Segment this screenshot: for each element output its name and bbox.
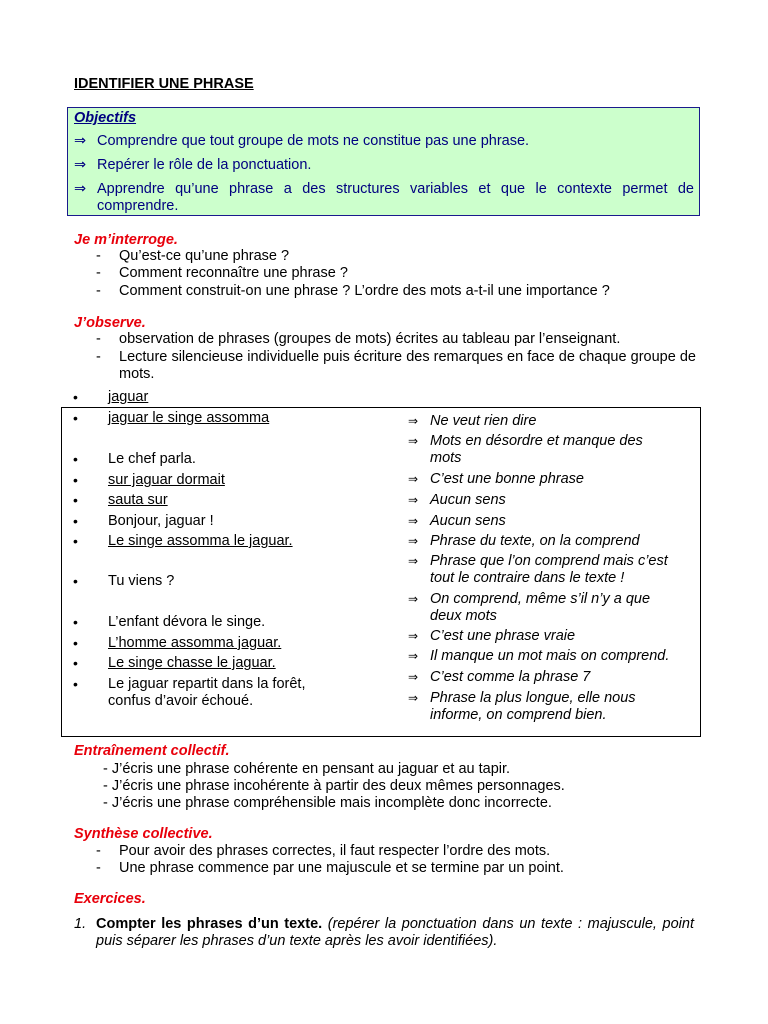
phrase-item: Le singe assomma le jaguar. [108,533,293,549]
phrase-item: Le jaguar repartit dans la forêt, confus d’avoir échoué. [108,676,306,709]
arrow-icon: ⇒ [408,649,419,663]
bullet-icon: • [73,614,78,630]
arrow-icon: ⇒ [408,493,419,507]
list-item: - J’écris une phrase compréhensible mais incomplète donc incorrecte. [103,795,552,811]
arrow-icon: ⇒ [408,472,419,486]
document-page: IDENTIFIER UNE PHRASE Objectifs ⇒ Comprendre que tout groupe de mots ne constitue pas une phrase. ⇒ Repérer le rôle de la ponctuation. ⇒ Apprendre qu’une phrase a des structures variables et que le contexte permet de comprendre. Je m’interroge. - Qu’est-ce qu’une phrase ? - Comment reconnaître une phrase ? - Comment construit-on une phrase ? L’ordre des mots a-t-il une importance ? J’observe. - observation de phrases (groupes de mots) écrites au tableau par l’enseignant. - Lecture silencieuse individuelle puis écriture des remarques en face de chaque groupe de mots. • jaguar • jaguar le singe assomma • Le chef parla. • sur jaguar dormait • sauta sur • Bonjour, jaguar ! • Le singe assomma le jaguar. • Tu viens ? • L’enfant dévora le singe. • L’homme assomma jaguar. • Le singe chasse le jaguar. • Le jaguar repartit dans la forêt, confus d’avoir échoué. ⇒ Ne veut rien dire ⇒ Mots en désordre et manque des mots ⇒ C’est une bonne phrase ⇒ Aucun sens ⇒ Aucun sens ⇒ Phrase du texte, on la comprend ⇒ Phrase que l’on comprend mais c’est tout le contraire dans le texte ! ⇒ On comprend, même s’il n’y a que deux mots ⇒ C’est une phrase vraie ⇒ Il manque un mot mais on comprend. ⇒ C’est comme la phrase 7 ⇒ Phrase la plus longue, elle nous informe, on comprend bien. Entraînement collectif. - J’écris une phrase cohérente en pensant au jaguar et au tapir. - J’écris une phrase incohérente à partir des deux mêmes personnages. - J’écris une phrase compréhensible mais incomplète donc incorrecte. Synthèse collective. - Pour avoir des phrases correctes, il faut respecter l’ordre des mots. - Une phrase commence par une majuscule et se termine par un point. Exercices. 1. Compter les phrases d’un texte. (repérer la ponctuation dans un texte : majuscule, point puis séparer les phrases d’un texte après les avoir identifiées). [0,0,768,1024]
objective-text: Comprendre que tout groupe de mots ne constitue pas une phrase. [97,133,530,149]
section-heading-observe: J’observe. [74,315,146,331]
list-item: - J’écris une phrase cohérente en pensant au jaguar et au tapir. [103,761,511,777]
exercise-number: 1. [74,916,87,932]
phrase-item: Le chef parla. [108,451,196,467]
exercise-text [96,916,694,950]
arrow-icon: ⇒ [74,181,87,197]
phrase-item: sauta sur [108,492,168,508]
arrow-icon: ⇒ [408,534,419,548]
bullet-icon: • [73,492,78,508]
bullet-icon: • [73,410,78,426]
phrase-item: jaguar le singe assomma [108,410,270,426]
bullet-icon: • [73,389,78,405]
arrow-icon: ⇒ [408,514,419,528]
bullet-icon: • [73,573,78,589]
objective-text: Repérer le rôle de la ponctuation. [97,157,312,173]
section-heading-synthese: Synthèse collective. [74,826,213,842]
arrow-icon: ⇒ [408,414,419,428]
arrow-icon: ⇒ [408,434,419,448]
phrase-item: Bonjour, jaguar ! [108,513,214,529]
section-heading-entrainement: Entraînement collectif. [74,743,230,759]
bullet-icon: • [73,533,78,549]
bullet-icon: • [73,451,78,467]
arrow-icon: ⇒ [74,133,87,149]
phrase-item: L’enfant dévora le singe. [108,614,266,630]
arrow-icon: ⇒ [408,691,419,705]
objectives-box [67,107,700,216]
exercise-title: Compter les phrases d’un texte. [96,916,323,932]
section-heading-exercices: Exercices. [74,891,146,907]
phrase-item: L’homme assomma jaguar. [108,635,282,651]
bullet-icon: • [73,676,78,692]
objective-text: Apprendre qu’une phrase a des structures variables et que le contexte permet de comprendre. [97,181,694,214]
arrow-icon: ⇒ [408,554,419,568]
arrow-icon: ⇒ [74,157,87,173]
exercise-instructions: (repérer la ponctuation dans un texte : majuscule, point puis séparer les phrases d’un texte après les avoir identifiées). [96,916,694,949]
arrow-icon: ⇒ [408,670,419,684]
page-title: IDENTIFIER UNE PHRASE [74,76,254,92]
phrase-item: jaguar [108,389,149,405]
arrow-icon: ⇒ [408,629,419,643]
bullet-icon: • [73,635,78,651]
bullet-icon: • [73,513,78,529]
phrase-item: Tu viens ? [108,573,175,589]
bullet-icon: • [73,655,78,671]
objectives-heading: Objectifs [74,110,137,126]
section-heading-interroge: Je m’interroge. [74,232,178,248]
arrow-icon: ⇒ [408,592,419,606]
phrase-item: sur jaguar dormait [108,472,225,488]
list-item: - J’écris une phrase incohérente à partir des deux mêmes personnages. [103,778,565,794]
bullet-icon: • [73,472,78,488]
phrase-item: Le singe chasse le jaguar. [108,655,276,671]
